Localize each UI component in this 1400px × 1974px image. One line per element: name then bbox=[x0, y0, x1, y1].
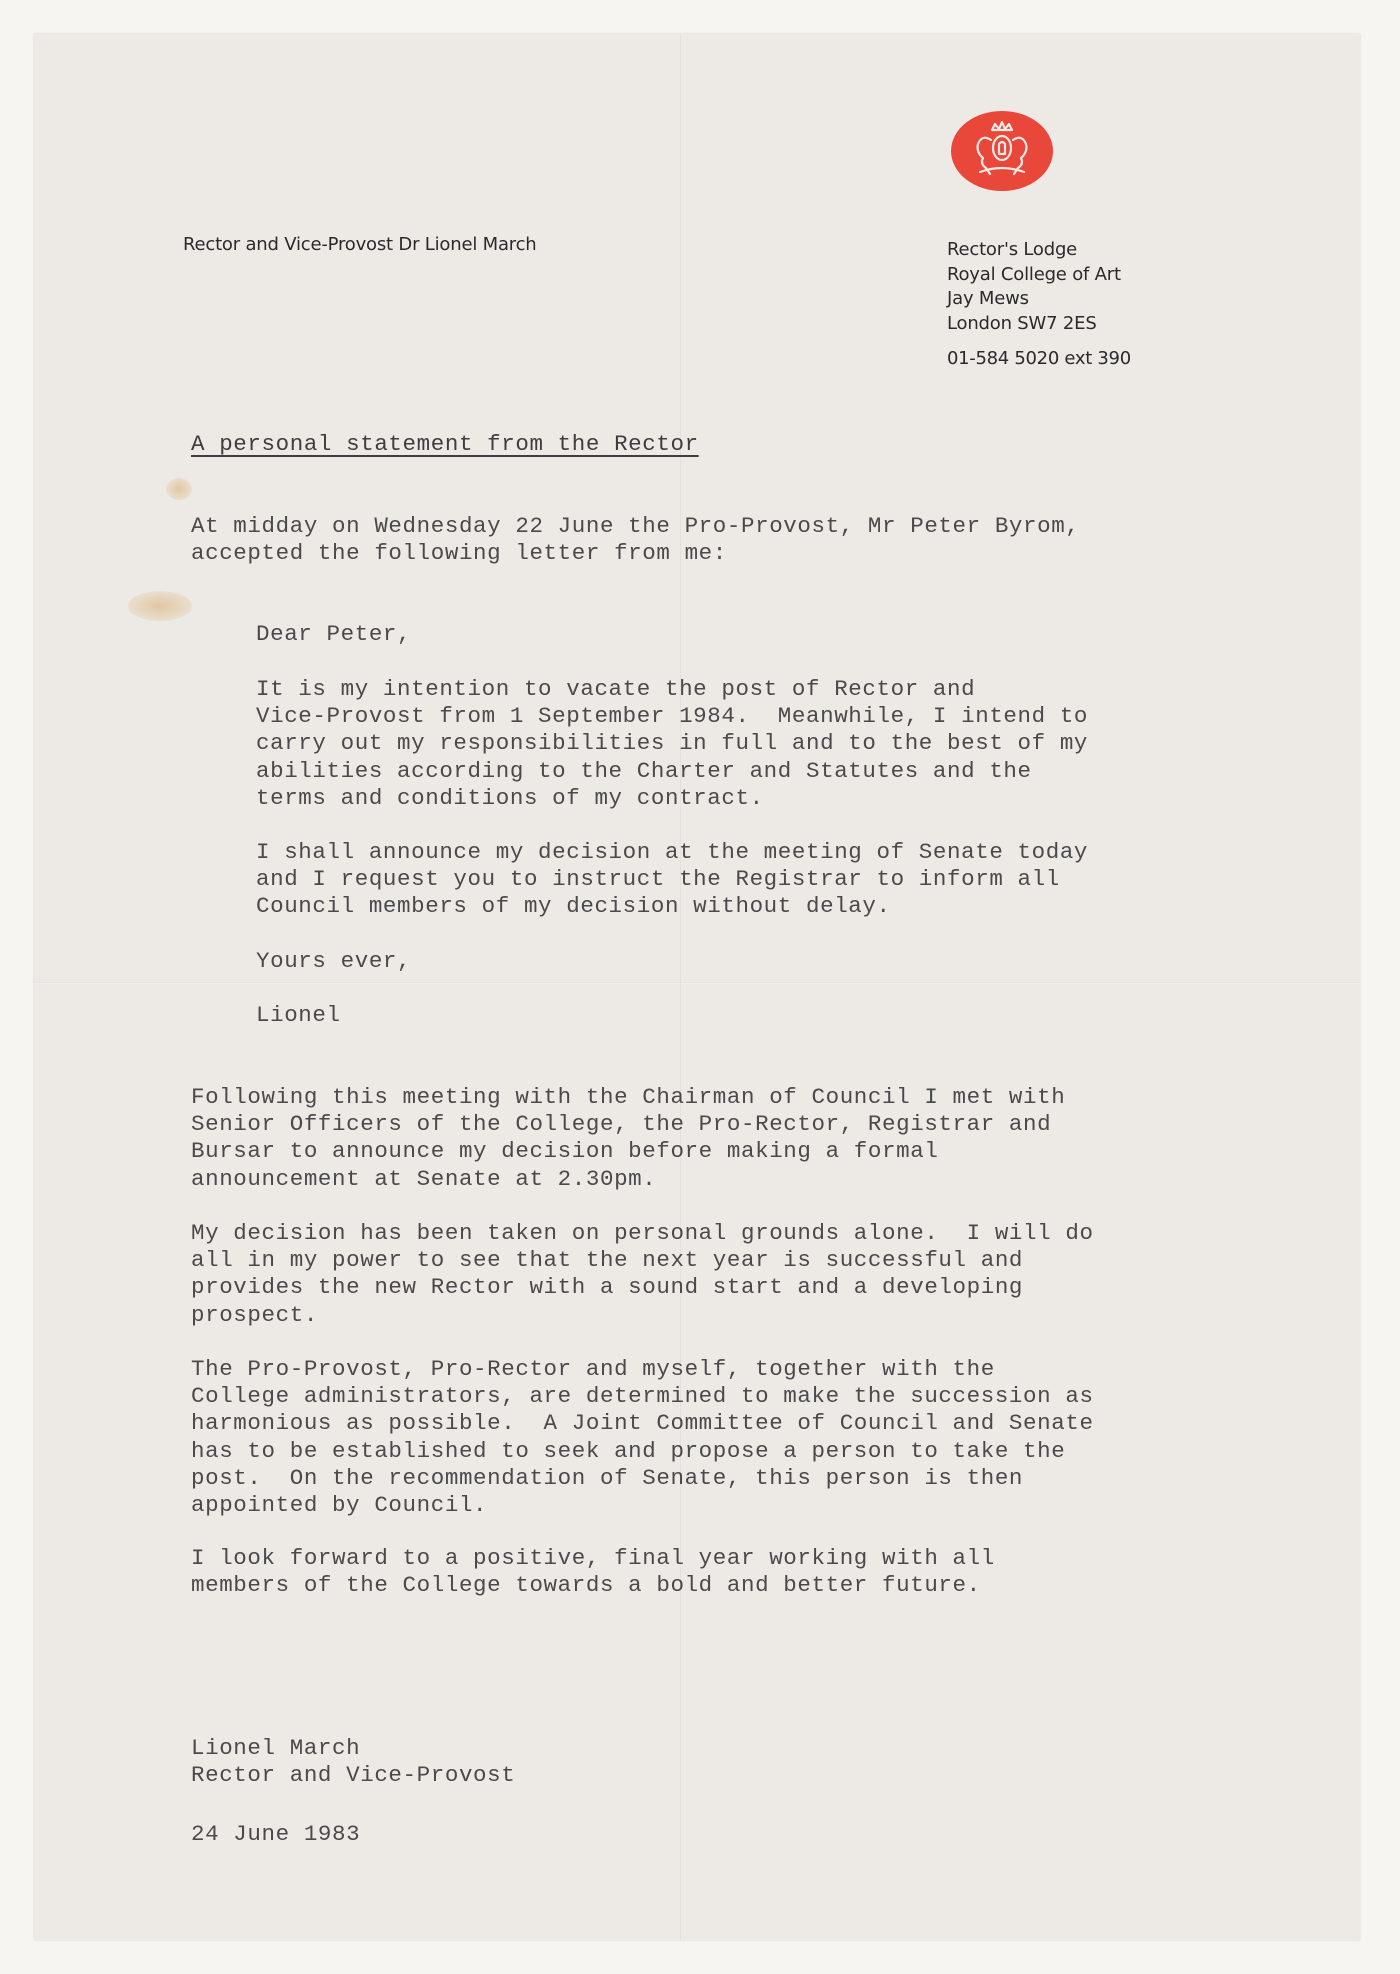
body-paragraph: I look forward to a positive, final year working with all members of the College towards a bold and better future. bbox=[191, 1545, 995, 1599]
intro-paragraph: At midday on Wednesday 22 June the Pro-Provost, Mr Peter Byrom, accepted the following letter from me: bbox=[191, 513, 1080, 567]
letter-date: 24 June 1983 bbox=[191, 1821, 361, 1847]
royal-college-crest-icon bbox=[950, 110, 1054, 192]
paper-stain bbox=[166, 478, 192, 500]
letter-heading: A personal statement from the Rector bbox=[191, 431, 699, 457]
sign-off: Lionel March Rector and Vice-Provost bbox=[191, 1735, 516, 1789]
quoted-paragraph: I shall announce my decision at the meeting of Senate today and I request you to instruct the Registrar to inform all Council members of my decision without delay. bbox=[256, 839, 1089, 920]
paper-fold-horizontal bbox=[34, 982, 1360, 984]
paper-fold-vertical bbox=[680, 34, 681, 1940]
body-paragraph: The Pro-Provost, Pro-Rector and myself, together with the College administrators, are determined to make the succession as harmonious as possible. A Joint Committee of Council and Senate has to be established to seek and propose a person to take the post. On the recommendation of Senate, this person is then appointed by Council. bbox=[191, 1356, 1094, 1519]
phone-number: 01-584 5020 ext 390 bbox=[947, 348, 1131, 369]
body-paragraph: My decision has been taken on personal grounds alone. I will do all in my power to see that the next year is successful and provides the new Rector with a sound start and a developing prospect. bbox=[191, 1220, 1094, 1328]
address-line: Jay Mews bbox=[947, 288, 1029, 309]
letter-sheet bbox=[34, 34, 1360, 1940]
rector-title-line: Rector and Vice-Provost Dr Lionel March bbox=[183, 234, 537, 255]
address-line: London SW7 2ES bbox=[947, 312, 1097, 334]
quoted-paragraph: It is my intention to vacate the post of Rector and Vice-Provost from 1 September 1984. Meanwhile, I intend to carry out my responsibilities in full and to the best of my abilities according to the Charter and Statutes and the terms and conditions of my contract. bbox=[256, 676, 1089, 811]
body-paragraph: Following this meeting with the Chairman of Council I met with Senior Officers of the College, the Pro-Rector, Registrar and Bursar to announce my decision before making a formal announcement at Senate at 2.30pm. bbox=[191, 1084, 1066, 1192]
quoted-salutation: Dear Peter, bbox=[256, 621, 412, 647]
quoted-closing: Yours ever, bbox=[256, 948, 412, 974]
paper-stain bbox=[128, 591, 192, 621]
address-line: Rector's Lodge bbox=[947, 239, 1078, 260]
address-line: Royal College of Art bbox=[947, 263, 1121, 285]
address-block bbox=[947, 238, 1121, 336]
quoted-signature: Lionel bbox=[256, 1002, 341, 1028]
